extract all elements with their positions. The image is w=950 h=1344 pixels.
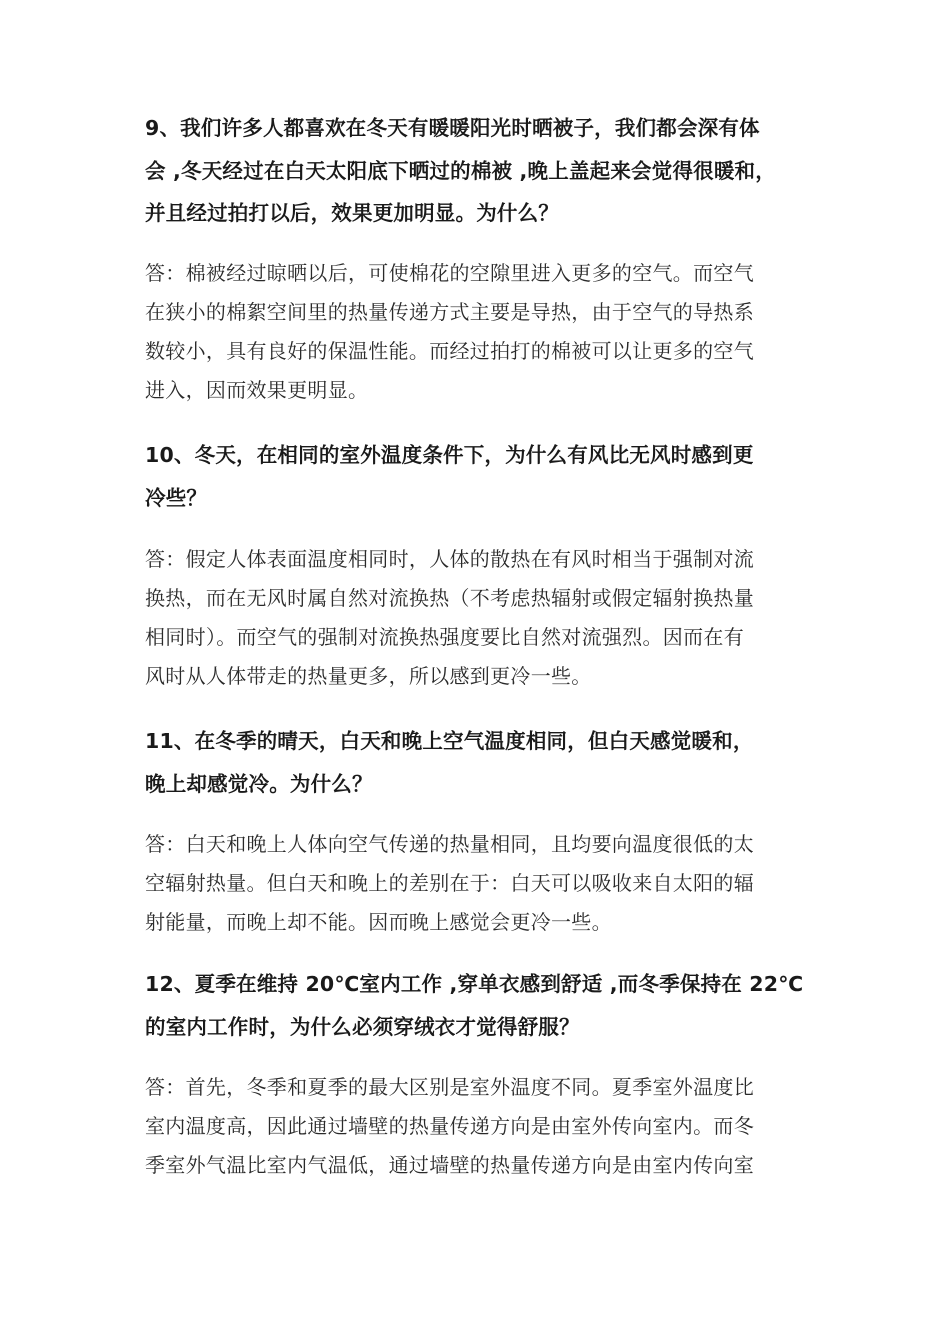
answer-line: 室内温度高，因此通过墙壁的热量传递方向是由室外传向室内。而冬 xyxy=(145,1114,754,1138)
answer-line: 答：棉被经过晾晒以后，可使棉花的空隙里进入更多的空气。而空气 xyxy=(145,261,754,285)
answer-line: 在狭小的棉絮空间里的热量传递方式主要是导热，由于空气的导热系 xyxy=(145,300,754,324)
answer-line: 相同时）。而空气的强制对流换热强度要比自然对流强烈。因而在有 xyxy=(145,625,744,649)
answer-line: 数较小，具有良好的保温性能。而经过拍打的棉被可以让更多的空气 xyxy=(145,339,754,363)
question-line: 晚上却感觉冷。为什么？ xyxy=(145,771,373,796)
question-line: 11、在冬季的晴天，白天和晚上空气温度相同，但白天感觉暖和， xyxy=(145,729,754,753)
question-line: 10、冬天，在相同的室外温度条件下，为什么有风比无风时感到更 xyxy=(145,443,754,467)
question-line: 冷些？ xyxy=(145,485,208,510)
answer-11 xyxy=(145,825,813,942)
question-line: 12、夏季在维持 20℃室内工作 ,穿单衣感到舒适 ,而冬季保持在 22℃ xyxy=(145,972,804,996)
question-line: 9、我们许多人都喜欢在冬天有暖暖阳光时晒被子，我们都会深有体 xyxy=(145,116,760,140)
question-9 xyxy=(145,107,813,235)
answer-line: 射能量，而晚上却不能。因而晚上感觉会更冷一些。 xyxy=(145,910,612,934)
answer-line: 进入，因而效果更明显。 xyxy=(145,378,369,402)
answer-line: 答：假定人体表面温度相同时，人体的散热在有风时相当于强制对流 xyxy=(145,547,754,571)
answer-line: 答：首先，冬季和夏季的最大区别是室外温度不同。夏季室外温度比 xyxy=(145,1075,754,1099)
answer-line: 换热，而在无风时属自然对流换热（不考虑热辐射或假定辐射换热量 xyxy=(145,586,754,610)
question-line: 会 ,冬天经过在白天太阳底下晒过的棉被 ,晚上盖起来会觉得很暖和， xyxy=(145,158,776,183)
answer-12 xyxy=(145,1068,813,1185)
question-10 xyxy=(145,434,813,519)
answer-line: 风时从人体带走的热量更多，所以感到更冷一些。 xyxy=(145,664,592,688)
question-12 xyxy=(145,963,813,1048)
answer-line: 空辐射热量。但白天和晚上的差别在于：白天可以吸收来自太阳的辐 xyxy=(145,871,754,895)
answer-line: 季室外气温比室内气温低，通过墙壁的热量传递方向是由室内传向室 xyxy=(145,1153,754,1177)
question-line: 的室内工作时，为什么必须穿绒衣才觉得舒服？ xyxy=(145,1014,580,1039)
answer-9 xyxy=(145,254,813,410)
answer-line: 答：白天和晚上人体向空气传递的热量相同，且均要向温度很低的太 xyxy=(145,832,754,856)
question-line: 并且经过拍打以后，效果更加明显。为什么？ xyxy=(145,201,559,225)
answer-10 xyxy=(145,540,813,696)
question-11 xyxy=(145,720,813,805)
